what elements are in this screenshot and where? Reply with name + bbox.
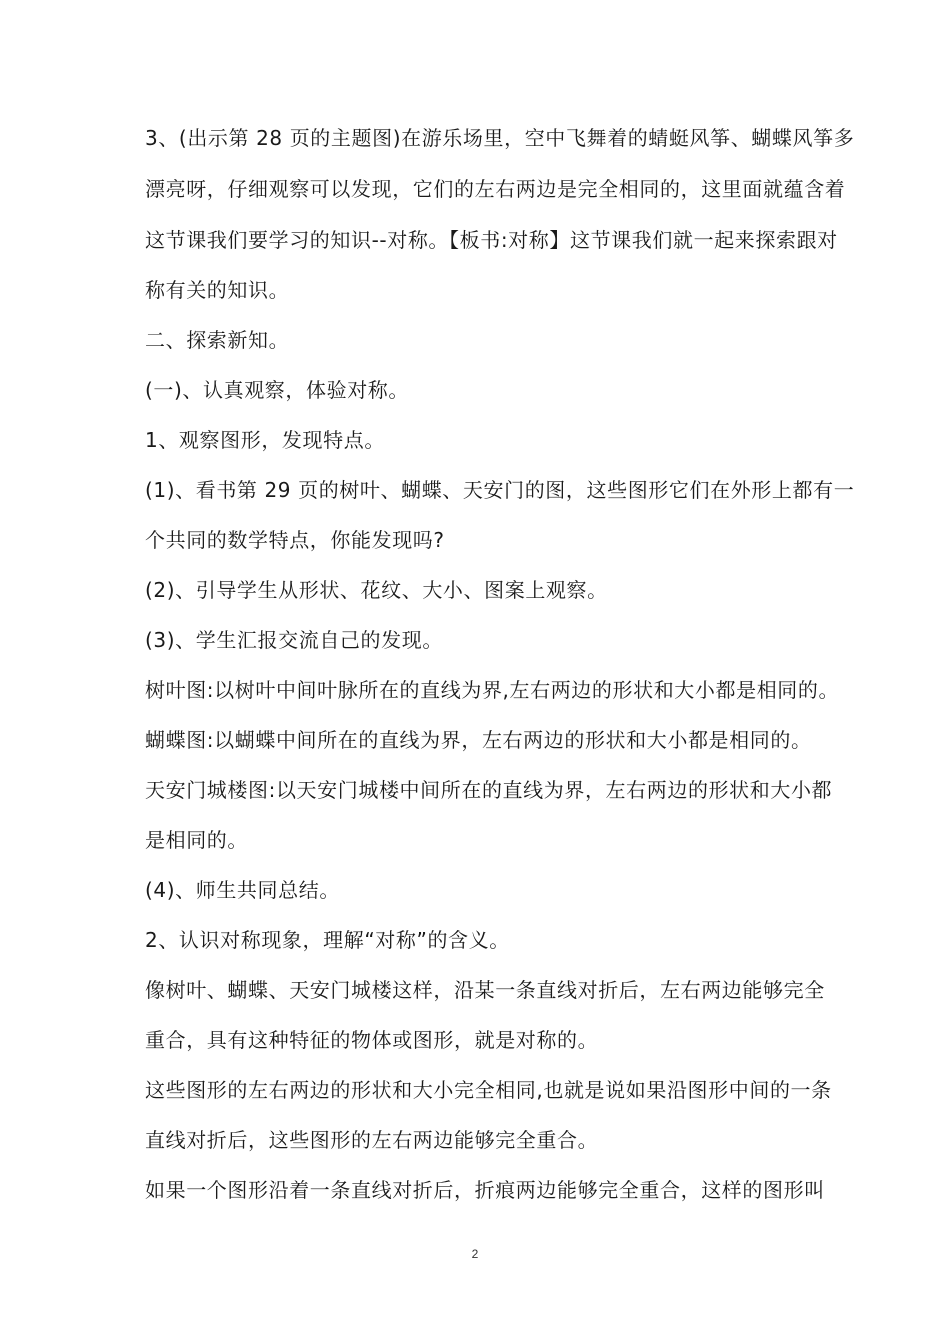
text-line: 是相同的。 [145, 828, 248, 852]
text-line: 像树叶、蝴蝶、天安门城楼这样，沿某一条直线对折后，左右两边能够完全 [145, 978, 825, 1002]
text-line: 蝴蝶图:以蝴蝶中间所在的直线为界，左右两边的形状和大小都是相同的。 [145, 728, 812, 752]
page-number: 2 [471, 1247, 479, 1261]
text-line: 个共同的数学特点，你能发现吗? [145, 528, 445, 552]
text-line: 称有关的知识。 [145, 278, 290, 302]
text-line: 重合，具有这种特征的物体或图形，就是对称的。 [145, 1028, 599, 1052]
text-line: (4)、师生共同总结。 [145, 878, 340, 902]
text-line: 这些图形的左右两边的形状和大小完全相同,也就是说如果沿图形中间的一条 [145, 1078, 832, 1102]
text-line: (3)、学生汇报交流自己的发现。 [145, 628, 443, 652]
text-line: (1)、看书第 29 页的树叶、蝴蝶、天安门的图，这些图形它们在外形上都有一 [145, 478, 855, 502]
step-heading: 1、观察图形，发现特点。 [145, 428, 385, 452]
text-line: 3、(出示第 28 页的主题图)在游乐场里，空中飞舞着的蜻蜓风筝、蝴蝶风筝多 [145, 126, 855, 150]
text-line: 这节课我们要学习的知识--对称。【板书:对称】这节课我们就一起来探索跟对 [145, 228, 838, 252]
text-line: 直线对折后，这些图形的左右两边能够完全重合。 [145, 1128, 599, 1152]
subsection-heading: (一)、认真观察，体验对称。 [145, 378, 410, 402]
text-line: (2)、引导学生从形状、花纹、大小、图案上观察。 [145, 578, 608, 602]
section-heading: 二、探索新知。 [145, 328, 290, 352]
text-line: 天安门城楼图:以天安门城楼中间所在的直线为界，左右两边的形状和大小都 [145, 778, 833, 802]
text-line: 树叶图:以树叶中间叶脉所在的直线为界,左右两边的形状和大小都是相同的。 [145, 678, 840, 702]
step-heading: 2、认识对称现象，理解“对称”的含义。 [145, 928, 510, 952]
text-line: 如果一个图形沿着一条直线对折后，折痕两边能够完全重合，这样的图形叫 [145, 1178, 825, 1202]
text-line: 漂亮呀，仔细观察可以发现，它们的左右两边是完全相同的，这里面就蕴含着 [145, 177, 846, 201]
